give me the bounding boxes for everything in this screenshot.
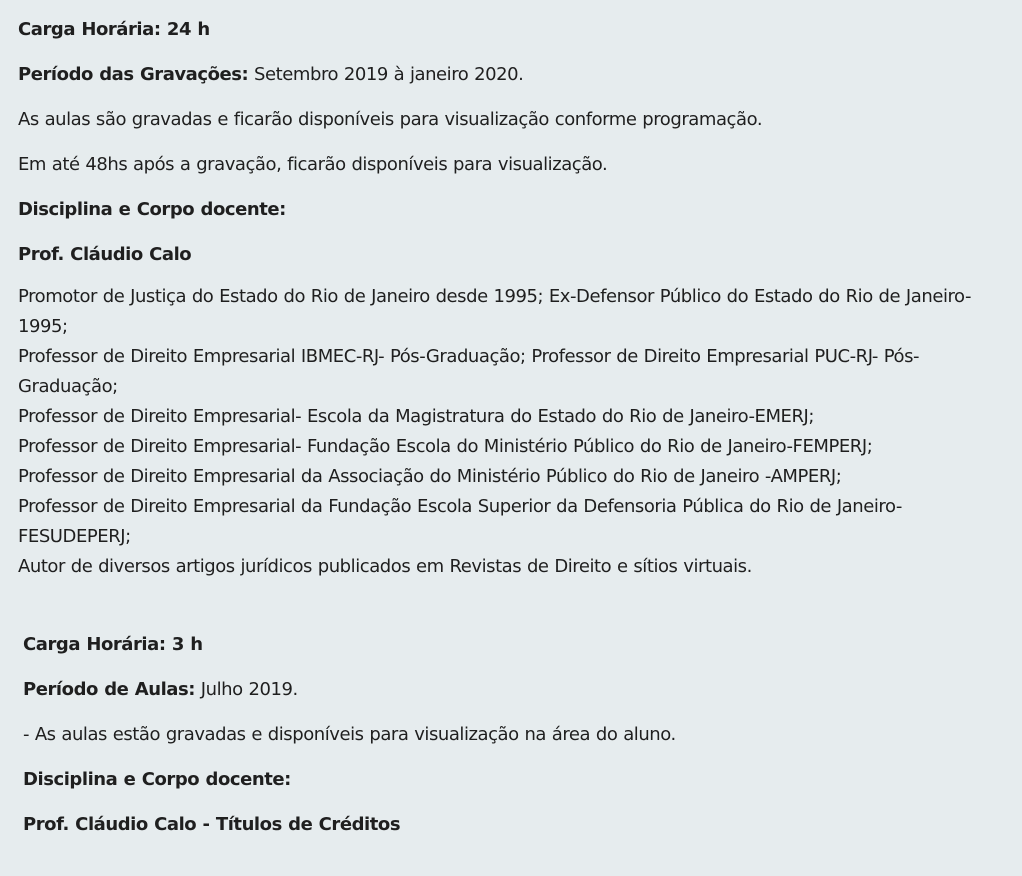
faculty-heading: Disciplina e Corpo docente: <box>18 199 286 220</box>
recording-period-label: Período das Gravações: <box>18 64 249 85</box>
bio-line: Professor de Direito Empresarial- Fundação Escola do Ministério Público do Rio de Janeiro-FEMPERJ; <box>18 436 873 457</box>
class-period <box>23 677 1003 702</box>
recording-period <box>18 62 998 87</box>
bio-line: Professor de Direito Empresarial IBMEC-RJ- Pós-Graduação; Professor de Direito Empresarial PUC-RJ- Pós-Graduação; <box>18 346 920 397</box>
bio-line: Autor de diversos artigos jurídicos publicados em Revistas de Direito e sítios virtuais. <box>18 556 752 577</box>
professor-bio <box>18 282 998 582</box>
professor-name: Prof. Cláudio Calo <box>18 244 192 265</box>
availability-info: Em até 48hs após a gravação, ficarão disponíveis para visualização. <box>18 154 608 175</box>
class-period-label: Período de Aulas: <box>23 679 196 700</box>
workload: Carga Horária: 24 h <box>18 19 210 40</box>
professor-name: Prof. Cláudio Calo - Títulos de Créditos <box>23 814 401 835</box>
class-period-value: Julho 2019. <box>195 679 298 700</box>
course-section-2 <box>23 632 1003 857</box>
bio-line: Professor de Direito Empresarial da Associação do Ministério Público do Rio de Janeiro -AMPERJ; <box>18 466 842 487</box>
workload: Carga Horária: 3 h <box>23 634 203 655</box>
bio-line: Professor de Direito Empresarial da Fundação Escola Superior da Defensoria Pública do Rio de Janeiro-FESUDEPERJ; <box>18 496 902 547</box>
recording-period-value: Setembro 2019 à janeiro 2020. <box>248 64 524 85</box>
bio-line: Promotor de Justiça do Estado do Rio de Janeiro desde 1995; Ex-Defensor Público do Estado do Rio de Janeiro-1995; <box>18 286 972 337</box>
class-info: - As aulas estão gravadas e disponíveis para visualização na área do aluno. <box>23 724 676 745</box>
recording-info: As aulas são gravadas e ficarão disponíveis para visualização conforme programação. <box>18 109 763 130</box>
bio-line: Professor de Direito Empresarial- Escola da Magistratura do Estado do Rio de Janeiro-EMERJ; <box>18 406 815 427</box>
course-section-1 <box>18 17 998 582</box>
faculty-heading: Disciplina e Corpo docente: <box>23 769 291 790</box>
